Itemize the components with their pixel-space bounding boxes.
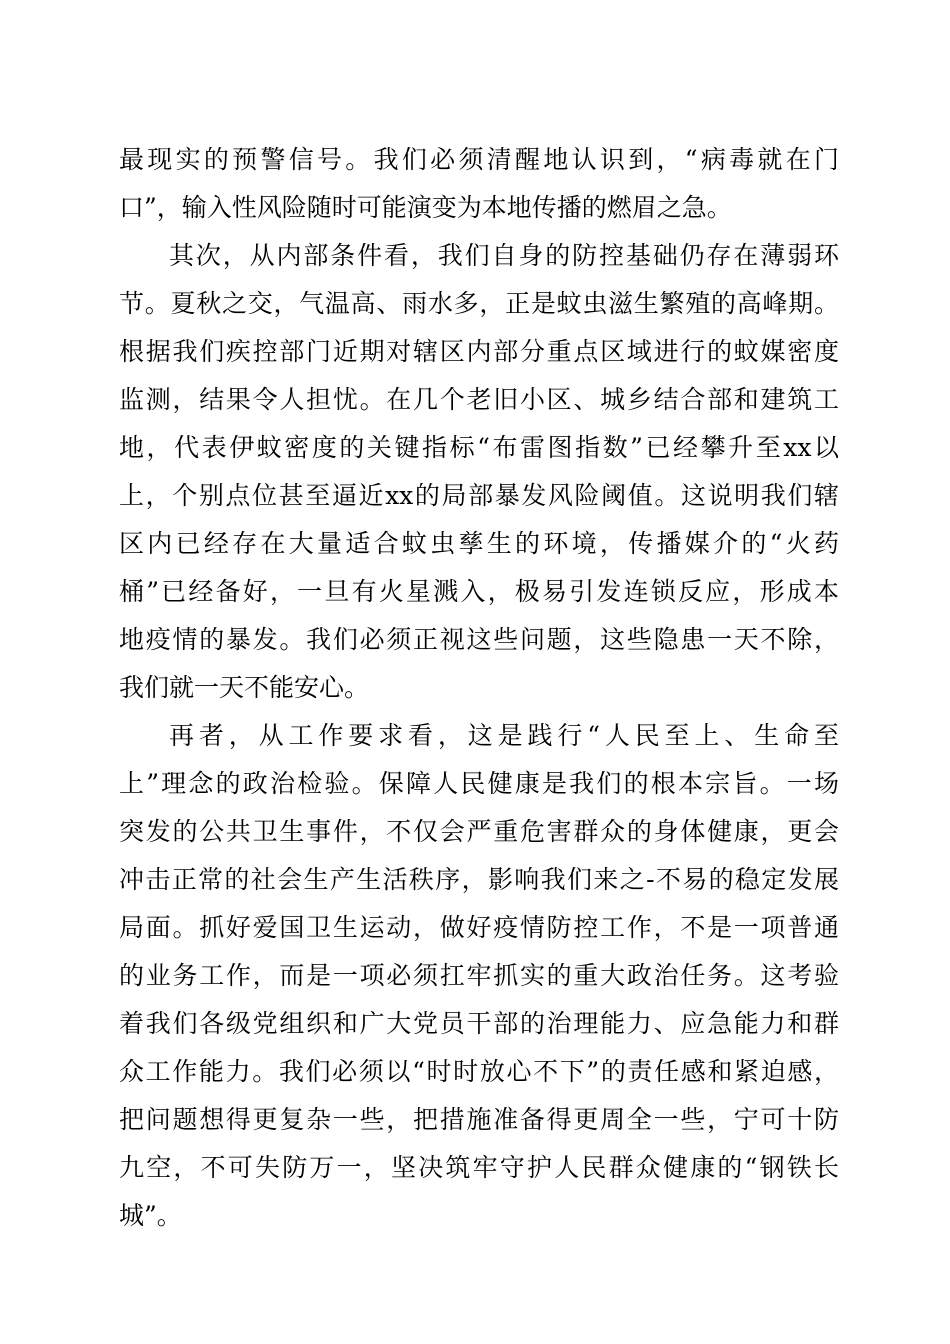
text-line: 着我们各级党组织和广大党员干部的治理能力、应急能力和群	[119, 1009, 839, 1038]
text-line: 的业务工作，而是一项必须扛牢抓实的重大政治任务。这考验	[119, 961, 839, 990]
text-line: 节。夏秋之交，气温高、雨水多，正是蚊虫滋生繁殖的高峰期。	[119, 289, 839, 318]
text-line: 冲击正常的社会生产生活秩序，影响我们来之-不易的稳定发展	[119, 865, 839, 894]
text-line: 众工作能力。我们必须以“时时放心不下”的责任感和紧迫感，	[119, 1057, 839, 1086]
text-line: 我们就一天不能安心。	[119, 673, 370, 702]
text-line: 把问题想得更复杂一些，把措施准备得更周全一些，宁可十防	[119, 1105, 839, 1134]
text-line: 口”，输入性风险随时可能演变为本地传播的燃眉之急。	[119, 193, 732, 222]
text-line: 地，代表伊蚊密度的关键指标“布雷图指数”已经攀升至xx以	[119, 433, 839, 462]
text-line: 突发的公共卫生事件，不仅会严重危害群众的身体健康，更会	[119, 817, 839, 846]
text-line: 区内已经存在大量适合蚊虫孳生的环境，传播媒介的“火药	[119, 529, 839, 558]
text-line: 局面。抓好爱国卫生运动，做好疫情防控工作，不是一项普通	[119, 913, 839, 942]
text-line: 监测，结果令人担忧。在几个老旧小区、城乡结合部和建筑工	[119, 385, 839, 414]
paragraph-first-line: 再者，从工作要求看，这是践行“人民至上、生命至	[169, 721, 839, 750]
text-line: 城”。	[119, 1201, 182, 1230]
text-line: 九空，不可失防万一，坚决筑牢守护人民群众健康的“钢铁长	[119, 1153, 839, 1182]
text-line: 地疫情的暴发。我们必须正视这些问题，这些隐患一天不除，	[119, 625, 839, 654]
paragraph-first-line: 其次，从内部条件看，我们自身的防控基础仍存在薄弱环	[169, 241, 839, 270]
text-line: 桶”已经备好，一旦有火星溅入，极易引发连锁反应，形成本	[119, 577, 839, 606]
text-line: 上”理念的政治检验。保障人民健康是我们的根本宗旨。一场	[119, 769, 839, 798]
text-line: 上，个别点位甚至逼近xx的局部暴发风险阈值。这说明我们辖	[119, 481, 839, 510]
text-line: 最现实的预警信号。我们必须清醒地认识到，“病毒就在门	[119, 145, 839, 174]
text-line: 根据我们疾控部门近期对辖区内部分重点区域进行的蚊媒密度	[119, 337, 839, 366]
